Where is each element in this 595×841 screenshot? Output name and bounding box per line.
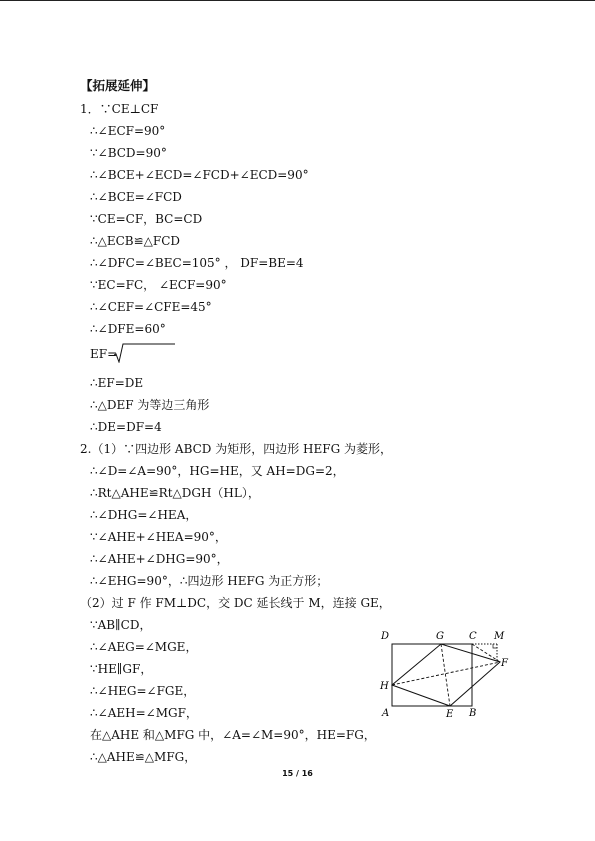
solution-line: ∴∠DFE=60°: [90, 322, 166, 336]
label-e: E: [446, 709, 454, 720]
section-heading: 【拓展延伸】: [80, 78, 156, 93]
label-d: D: [381, 631, 390, 642]
solution-line: ∴∠AEH=∠MGF，: [90, 706, 198, 720]
solution-line: （2）过 F 作 FM⊥DC，交 DC 延长线于 M，连接 GE，: [80, 596, 391, 610]
solution-line: ∵∠BCD=90°: [90, 146, 167, 160]
solution-line: ∴∠BCE+∠ECD=∠FCD+∠ECD=90°: [90, 168, 309, 182]
solution-line: 2.（1）∵四边形 ABCD 为矩形，四边形 HEFG 为菱形，: [80, 442, 392, 456]
top-rule: [0, 0, 595, 1]
label-a: A: [382, 708, 390, 719]
solution-line: ∴∠AEG=∠MGE，: [90, 640, 198, 654]
solution-line: ∵EC=FC， ∠ECF=90°: [90, 278, 227, 292]
solution-line: ∵HE∥GF，: [90, 662, 153, 676]
label-c: C: [469, 631, 477, 642]
solution-line: ∴∠DHG=∠HEA，: [90, 508, 198, 522]
segment-ge: [441, 644, 450, 706]
solution-line: ∴Rt△AHE≌Rt△DGH（HL），: [90, 486, 260, 500]
solution-line: ∴∠ECF=90°: [90, 124, 166, 138]
solution-line: ∴∠HEG=∠FGE，: [90, 684, 196, 698]
solution-line: ∴∠D=∠A=90°，HG=HE，又 AH=DG=2，: [90, 464, 345, 478]
solution-line: ∴∠EHG=90°，∴四边形 HEFG 为正方形；: [90, 574, 329, 588]
label-b: B: [469, 708, 477, 719]
solution-line: 1．∵CE⊥CF: [80, 102, 159, 116]
solution-line: ∴△ECB≌△FCD: [90, 234, 181, 248]
solution-line: ∵CE=CF，BC=CD: [90, 212, 203, 226]
solution-line: ∴∠AHE+∠DHG=90°，: [90, 552, 229, 566]
solution-line: ∵AB∥CD，: [90, 618, 152, 632]
solution-line: ∴DE=DF=4: [90, 420, 162, 434]
solution-line: ∴△AHE≌△MFG，: [90, 750, 197, 764]
segment-cf: [472, 644, 500, 662]
label-f: F: [501, 658, 508, 669]
solution-line: ∴∠CEF=∠CFE=45°: [90, 300, 212, 314]
solution-line: ∴∠BCE=∠FCD: [90, 190, 182, 204]
geometry-figure: [376, 628, 516, 720]
sqrt-sign-icon: [114, 343, 176, 363]
label-m: M: [494, 631, 505, 642]
ef-label: EF=: [90, 347, 118, 361]
rhombus-hefg: [392, 644, 500, 706]
label-h: H: [380, 681, 389, 692]
solution-line: 在△AHE 和△MFG 中，∠A=∠M=90°，HE=FG，: [90, 728, 376, 742]
solution-line: ∴EF=DE: [90, 376, 144, 390]
solution-line: ∴△DEF 为等边三角形: [90, 398, 210, 412]
solution-line: ∵∠AHE+∠HEA=90°，: [90, 530, 227, 544]
solution-line: ∴∠DFC=∠BEC=105° ， DF=BE=4: [90, 256, 304, 270]
page-number: 15 / 16: [282, 769, 313, 778]
right-angle-mark: [493, 644, 497, 648]
label-g: G: [436, 631, 444, 642]
